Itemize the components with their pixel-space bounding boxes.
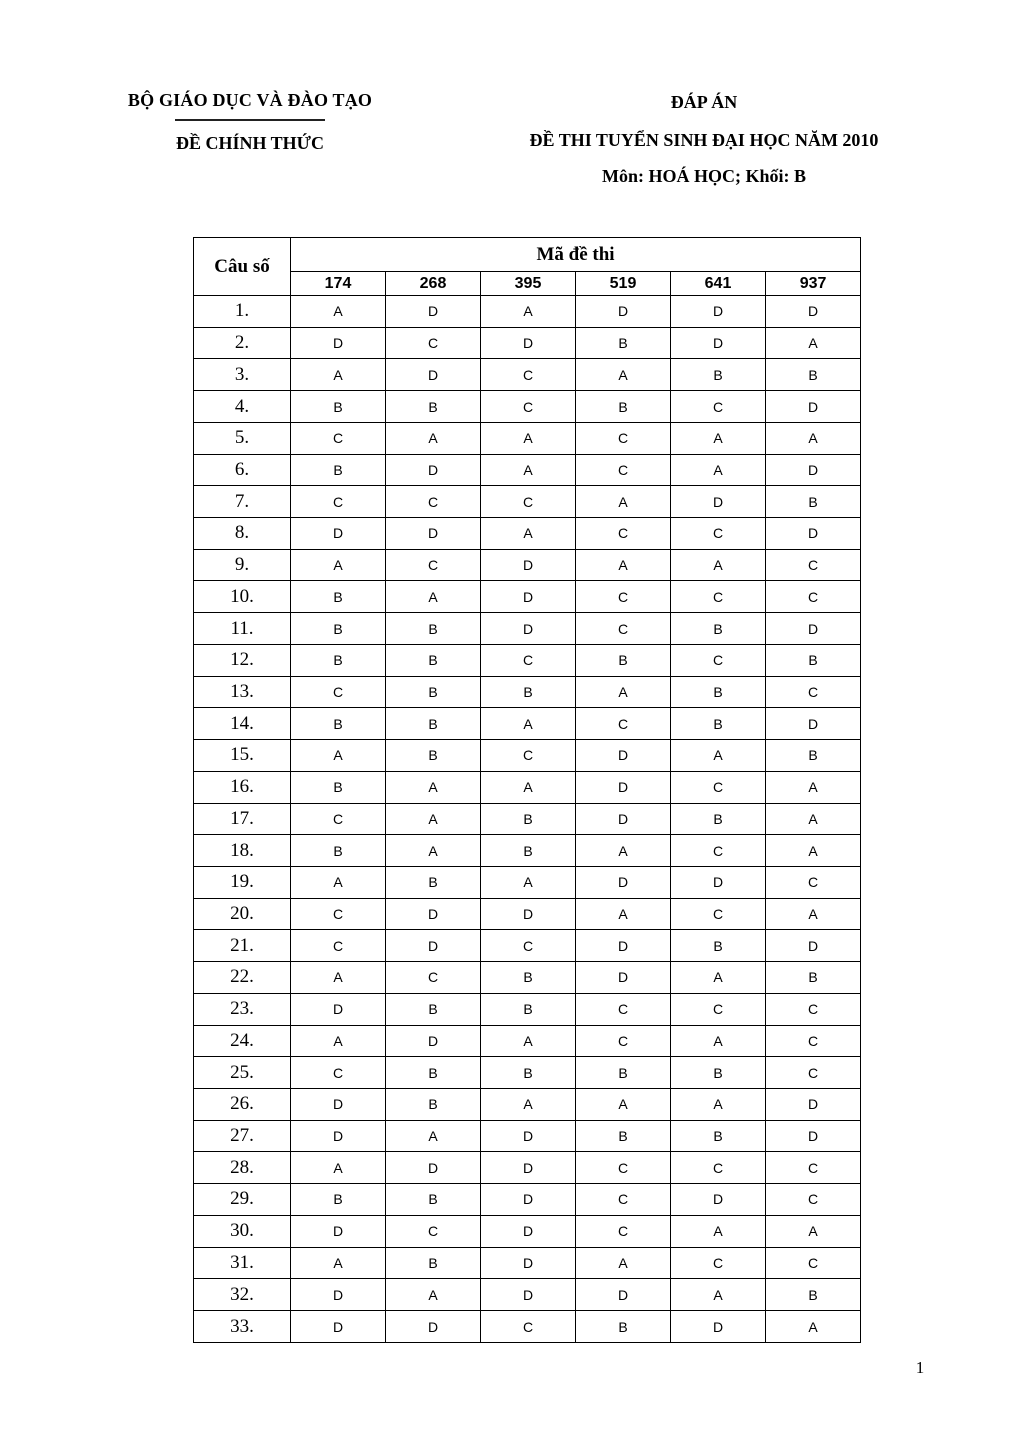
question-number: 6.	[194, 454, 291, 486]
table-row	[194, 1152, 861, 1184]
answer-cell: C	[386, 962, 481, 994]
question-number: 23.	[194, 993, 291, 1025]
table-row	[194, 644, 861, 676]
answer-cell: C	[481, 359, 576, 391]
subject-line: Môn: HOÁ HỌC; Khối: B	[601, 166, 806, 186]
answer-cell: D	[291, 327, 386, 359]
table-row	[194, 1311, 861, 1343]
answer-cell: A	[766, 422, 861, 454]
question-number: 24.	[194, 1025, 291, 1057]
answer-cell: A	[766, 1311, 861, 1343]
table-row	[194, 1184, 861, 1216]
table-row	[194, 486, 861, 518]
answer-cell: C	[671, 898, 766, 930]
answer-cell: C	[481, 644, 576, 676]
exam-code-header: 519	[576, 272, 671, 296]
answer-cell: C	[576, 1152, 671, 1184]
answer-cell: C	[766, 993, 861, 1025]
answer-cell: B	[386, 1247, 481, 1279]
exam-codes-row	[194, 272, 861, 296]
answer-cell: D	[291, 1088, 386, 1120]
answer-cell: C	[576, 993, 671, 1025]
answer-cell: B	[766, 486, 861, 518]
answer-cell: B	[386, 644, 481, 676]
answer-cell: B	[481, 676, 576, 708]
answer-cell: B	[291, 1184, 386, 1216]
table-row	[194, 803, 861, 835]
table-header-row	[194, 238, 861, 272]
answer-cell: A	[766, 835, 861, 867]
answer-cell: D	[576, 866, 671, 898]
table-row	[194, 1025, 861, 1057]
answer-cell: A	[576, 1088, 671, 1120]
table-row	[194, 993, 861, 1025]
answer-cell: A	[766, 327, 861, 359]
table-row	[194, 391, 861, 423]
answer-cell: D	[576, 771, 671, 803]
question-number: 26.	[194, 1088, 291, 1120]
question-number: 3.	[194, 359, 291, 391]
answer-cell: A	[291, 1025, 386, 1057]
answer-cell: B	[481, 1057, 576, 1089]
answer-cell: B	[291, 581, 386, 613]
answer-cell: A	[576, 898, 671, 930]
answer-cell: D	[481, 581, 576, 613]
table-row	[194, 1088, 861, 1120]
answer-cell: D	[671, 327, 766, 359]
table-row	[194, 581, 861, 613]
answer-cell: A	[671, 422, 766, 454]
answer-cell: D	[386, 359, 481, 391]
answer-cell: A	[671, 1279, 766, 1311]
answer-cell: A	[291, 962, 386, 994]
answer-cell: B	[386, 1184, 481, 1216]
answer-cell: D	[766, 613, 861, 645]
answer-cell: B	[386, 613, 481, 645]
answer-cell: D	[576, 296, 671, 328]
answer-cell: C	[576, 581, 671, 613]
answer-cell: C	[386, 327, 481, 359]
answer-cell: B	[481, 835, 576, 867]
answer-cell: A	[671, 549, 766, 581]
answer-cell: A	[671, 1025, 766, 1057]
answer-cell: C	[671, 1152, 766, 1184]
answer-cell: D	[766, 1120, 861, 1152]
answer-cell: D	[766, 391, 861, 423]
answer-cell: D	[481, 1215, 576, 1247]
question-number: 10.	[194, 581, 291, 613]
answer-cell: B	[576, 1120, 671, 1152]
answer-cell: C	[766, 1152, 861, 1184]
answer-cell: D	[386, 1311, 481, 1343]
question-number: 19.	[194, 866, 291, 898]
question-number: 12.	[194, 644, 291, 676]
answer-cell: B	[576, 1311, 671, 1343]
answer-cell: A	[386, 803, 481, 835]
answer-cell: A	[481, 422, 576, 454]
answer-cell: C	[576, 518, 671, 550]
answer-cell: A	[766, 1215, 861, 1247]
answer-cell: B	[576, 327, 671, 359]
answer-cell: A	[386, 771, 481, 803]
answer-cell: A	[671, 454, 766, 486]
answer-cell: A	[386, 835, 481, 867]
answer-cell: C	[671, 581, 766, 613]
answer-cell: C	[766, 1057, 861, 1089]
answer-cell: D	[766, 518, 861, 550]
exam-code-header: 937	[766, 272, 861, 296]
question-number: 2.	[194, 327, 291, 359]
question-number: 11.	[194, 613, 291, 645]
question-column-header: Câu số	[194, 238, 291, 296]
answer-cell: B	[386, 391, 481, 423]
answer-cell: B	[671, 1057, 766, 1089]
exam-code-header: 174	[291, 272, 386, 296]
answer-cell: C	[576, 1184, 671, 1216]
answer-cell: A	[291, 866, 386, 898]
answer-cell: D	[481, 1279, 576, 1311]
answer-cell: A	[481, 1088, 576, 1120]
answer-cell: B	[576, 1057, 671, 1089]
answer-cell: B	[386, 740, 481, 772]
table-row	[194, 327, 861, 359]
answer-cell: C	[291, 1057, 386, 1089]
answer-cell: C	[481, 391, 576, 423]
header-rule	[175, 119, 325, 121]
answer-key-title: ĐÁP ÁN	[670, 92, 738, 112]
answer-table-body	[194, 296, 861, 1343]
answer-cell: B	[576, 391, 671, 423]
answer-cell: D	[481, 327, 576, 359]
answer-cell: C	[386, 549, 481, 581]
ministry-title: BỘ GIÁO DỤC VÀ ĐÀO TẠO	[127, 90, 373, 110]
answer-cell: C	[576, 422, 671, 454]
question-number: 14.	[194, 708, 291, 740]
answer-cell: D	[386, 1152, 481, 1184]
table-row	[194, 866, 861, 898]
answer-cell: D	[291, 993, 386, 1025]
answer-cell: A	[576, 359, 671, 391]
table-row	[194, 1215, 861, 1247]
question-number: 22.	[194, 962, 291, 994]
header-left-block	[100, 90, 400, 154]
question-number: 32.	[194, 1279, 291, 1311]
answer-cell: D	[386, 930, 481, 962]
table-row	[194, 296, 861, 328]
answer-cell: A	[481, 454, 576, 486]
answer-cell: A	[766, 803, 861, 835]
exam-title: ĐỀ THI TUYỂN SINH ĐẠI HỌC NĂM 2010	[529, 130, 879, 150]
answer-cell: D	[291, 1279, 386, 1311]
answer-cell: B	[386, 1057, 481, 1089]
answer-cell: D	[386, 1025, 481, 1057]
answer-cell: D	[481, 1247, 576, 1279]
answer-cell: B	[671, 803, 766, 835]
table-row	[194, 708, 861, 740]
table-row	[194, 454, 861, 486]
exam-code-header: 268	[386, 272, 481, 296]
answer-cell: A	[291, 1247, 386, 1279]
answer-cell: C	[386, 486, 481, 518]
answer-cell: C	[671, 391, 766, 423]
table-row	[194, 1279, 861, 1311]
answer-cell: C	[386, 1215, 481, 1247]
table-row	[194, 930, 861, 962]
answer-cell: A	[766, 898, 861, 930]
question-number: 4.	[194, 391, 291, 423]
answer-key-table	[193, 237, 861, 1343]
answer-cell: C	[766, 1184, 861, 1216]
answer-cell: D	[766, 708, 861, 740]
answer-cell: B	[671, 930, 766, 962]
answer-cell: B	[481, 993, 576, 1025]
answer-cell: D	[576, 930, 671, 962]
answer-cell: C	[291, 898, 386, 930]
answer-cell: D	[481, 1152, 576, 1184]
answer-cell: D	[671, 866, 766, 898]
answer-cell: D	[481, 613, 576, 645]
answer-cell: A	[291, 1152, 386, 1184]
answer-cell: C	[671, 1247, 766, 1279]
question-number: 8.	[194, 518, 291, 550]
answer-cell: D	[576, 803, 671, 835]
answer-cell: C	[576, 1215, 671, 1247]
answer-cell: D	[671, 1184, 766, 1216]
answer-cell: B	[386, 993, 481, 1025]
table-row	[194, 1057, 861, 1089]
answer-cell: A	[386, 581, 481, 613]
answer-cell: A	[671, 1215, 766, 1247]
answer-cell: D	[386, 296, 481, 328]
answer-cell: A	[576, 549, 671, 581]
answer-cell: B	[576, 644, 671, 676]
answer-cell: B	[671, 676, 766, 708]
answer-cell: B	[386, 676, 481, 708]
question-number: 25.	[194, 1057, 291, 1089]
question-number: 1.	[194, 296, 291, 328]
answer-cell: B	[671, 613, 766, 645]
answer-cell: A	[576, 1247, 671, 1279]
answer-cell: B	[481, 803, 576, 835]
question-number: 31.	[194, 1247, 291, 1279]
answer-cell: C	[481, 740, 576, 772]
table-row	[194, 518, 861, 550]
answer-cell: D	[576, 740, 671, 772]
answer-cell: C	[671, 835, 766, 867]
answer-cell: D	[291, 1311, 386, 1343]
answer-cell: B	[481, 962, 576, 994]
answer-cell: D	[386, 518, 481, 550]
answer-cell: C	[766, 549, 861, 581]
answer-cell: A	[386, 1279, 481, 1311]
answer-cell: A	[671, 962, 766, 994]
question-number: 7.	[194, 486, 291, 518]
answer-cell: B	[291, 644, 386, 676]
answer-cell: B	[766, 644, 861, 676]
answer-cell: B	[291, 835, 386, 867]
answer-cell: B	[291, 771, 386, 803]
answer-cell: C	[766, 676, 861, 708]
answer-cell: B	[386, 708, 481, 740]
answer-cell: D	[576, 1279, 671, 1311]
question-number: 27.	[194, 1120, 291, 1152]
answer-cell: C	[576, 708, 671, 740]
answer-cell: C	[291, 422, 386, 454]
answer-cell: C	[576, 454, 671, 486]
answer-cell: C	[671, 644, 766, 676]
answer-cell: C	[671, 771, 766, 803]
answer-cell: D	[766, 1088, 861, 1120]
answer-cell: A	[671, 740, 766, 772]
answer-cell: C	[766, 866, 861, 898]
answer-cell: D	[671, 1311, 766, 1343]
answer-cell: C	[291, 930, 386, 962]
answer-cell: D	[481, 549, 576, 581]
answer-cell: D	[481, 898, 576, 930]
question-number: 17.	[194, 803, 291, 835]
answer-cell: D	[291, 518, 386, 550]
answer-cell: C	[671, 518, 766, 550]
answer-cell: D	[481, 1120, 576, 1152]
answer-cell: B	[291, 391, 386, 423]
answer-cell: D	[576, 962, 671, 994]
table-row	[194, 962, 861, 994]
answer-cell: C	[291, 803, 386, 835]
header-right-block	[503, 90, 905, 188]
exam-code-group-header: Mã đề thi	[291, 238, 861, 272]
question-number: 9.	[194, 549, 291, 581]
table-row	[194, 1247, 861, 1279]
answer-cell: A	[766, 771, 861, 803]
answer-cell: A	[291, 359, 386, 391]
answer-cell: B	[671, 1120, 766, 1152]
answer-cell: B	[291, 454, 386, 486]
official-exam-stamp: ĐỀ CHÍNH THỨC	[175, 133, 325, 153]
answer-cell: C	[481, 930, 576, 962]
question-number: 33.	[194, 1311, 291, 1343]
answer-cell: A	[481, 708, 576, 740]
question-number: 18.	[194, 835, 291, 867]
answer-cell: C	[671, 993, 766, 1025]
table-row	[194, 549, 861, 581]
answer-cell: B	[291, 708, 386, 740]
exam-code-header: 395	[481, 272, 576, 296]
answer-cell: A	[576, 676, 671, 708]
answer-cell: C	[766, 1025, 861, 1057]
answer-cell: D	[386, 454, 481, 486]
table-row	[194, 835, 861, 867]
answer-cell: C	[766, 581, 861, 613]
answer-cell: D	[291, 1215, 386, 1247]
question-number: 13.	[194, 676, 291, 708]
answer-cell: B	[766, 962, 861, 994]
answer-cell: B	[671, 359, 766, 391]
answer-cell: D	[291, 1120, 386, 1152]
answer-cell: A	[481, 518, 576, 550]
answer-cell: C	[576, 1025, 671, 1057]
answer-cell: A	[576, 835, 671, 867]
question-number: 5.	[194, 422, 291, 454]
question-number: 20.	[194, 898, 291, 930]
answer-cell: B	[766, 1279, 861, 1311]
answer-cell: B	[766, 740, 861, 772]
answer-cell: D	[766, 930, 861, 962]
table-row	[194, 422, 861, 454]
table-row	[194, 613, 861, 645]
table-row	[194, 898, 861, 930]
table-row	[194, 1120, 861, 1152]
answer-cell: C	[766, 1247, 861, 1279]
question-number: 15.	[194, 740, 291, 772]
answer-cell: D	[386, 898, 481, 930]
answer-cell: A	[291, 296, 386, 328]
answer-cell: B	[766, 359, 861, 391]
question-number: 21.	[194, 930, 291, 962]
answer-cell: D	[766, 454, 861, 486]
answer-cell: A	[481, 296, 576, 328]
question-number: 28.	[194, 1152, 291, 1184]
answer-cell: C	[291, 676, 386, 708]
question-number: 29.	[194, 1184, 291, 1216]
table-row	[194, 359, 861, 391]
answer-cell: A	[386, 1120, 481, 1152]
answer-cell: C	[291, 486, 386, 518]
answer-cell: D	[671, 486, 766, 518]
answer-cell: A	[291, 549, 386, 581]
answer-cell: A	[481, 1025, 576, 1057]
answer-cell: D	[481, 1184, 576, 1216]
answer-cell: C	[481, 486, 576, 518]
table-row	[194, 676, 861, 708]
answer-cell: B	[291, 613, 386, 645]
answer-cell: C	[481, 1311, 576, 1343]
answer-cell: A	[576, 486, 671, 518]
table-row	[194, 740, 861, 772]
question-number: 30.	[194, 1215, 291, 1247]
answer-cell: B	[671, 708, 766, 740]
answer-cell: A	[671, 1088, 766, 1120]
page-number: 1	[915, 1358, 925, 1377]
answer-cell: B	[386, 1088, 481, 1120]
answer-cell: A	[481, 866, 576, 898]
answer-cell: A	[291, 740, 386, 772]
answer-cell: D	[671, 296, 766, 328]
table-row	[194, 771, 861, 803]
question-number: 16.	[194, 771, 291, 803]
exam-code-header: 641	[671, 272, 766, 296]
answer-cell: C	[576, 613, 671, 645]
answer-cell: A	[386, 422, 481, 454]
answer-cell: A	[481, 771, 576, 803]
answer-cell: D	[766, 296, 861, 328]
answer-cell: B	[386, 866, 481, 898]
